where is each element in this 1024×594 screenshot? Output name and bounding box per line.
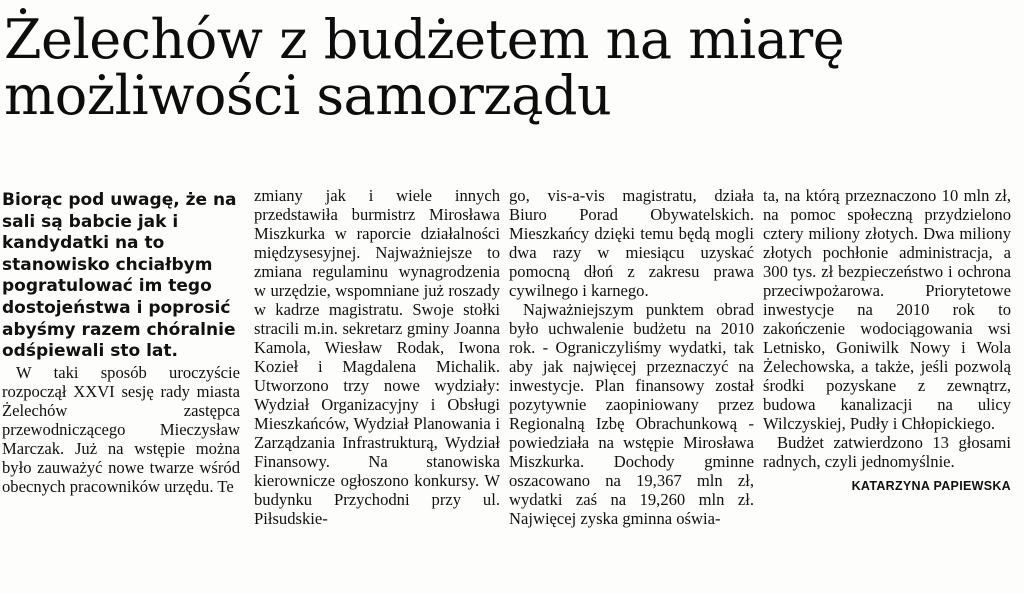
column-1 xyxy=(2,190,240,496)
body-paragraph-1-cont: zmiany jak i wiele innych przedstawiła burmistrz Mirosława Miszkurka w raporcie działalności międzysesyjnej. Najważniejsze to zmiana regulaminu wynagrodzenia w urzędzie, wspomniane już roszady w kadrze magistratu. Swoje stołki stracili m.in. sekretarz gminy Joanna Kamola, Wiesław Rodak, Iwona Kozieł i Magdalena Michalik. Utworzono trzy nowe wydziały: Wydział Organizacyjny i Obsługi Mieszkańców, Wydział Planowania i Zarządzania Infrastrukturą, Wydział Finansowy. Na stanowiska kierownicze ogłoszono konkursy. W budynku Przychodni przy ul. Piłsudskie- xyxy=(254,186,500,528)
author-byline: KATARZYNA PAPIEWSKA xyxy=(851,479,1011,493)
column-2 xyxy=(254,186,500,528)
body-paragraph-2-start: Najważniejszym punktem obrad było uchwalenie budżetu na 2010 rok. - Ograniczyliśmy wydatki, tak aby jak najwięcej przeznaczyć na inwestycje. Plan finansowy został pozytywnie zaopiniowany przez Regionalną Izbę Obrachunkową - powiedziała na wstępie Mirosława Miszkurka. Dochody gminne oszacowano na 19,367 mln zł, wydatki zaś na 19,260 mln zł. Najwięcej zyska gminna oświa- xyxy=(509,300,754,528)
body-paragraph-1-start: W taki sposób uroczyście rozpoczął XXVI sesję rady miasta Żelechów zastępca przewodniczącego Mieczysław Marczak. Już na wstępie można było zauważyć nowe twarze wśród obecnych pracowników urzędu. Te xyxy=(2,362,240,496)
body-paragraph-2-end: ta, na którą przeznaczono 10 mln zł, na pomoc społeczną przydzielono cztery miliony złotych. Dwa miliony złotych pochłonie administracja, a 300 tys. zł bezpieczeństwo i ochrona przeciwpożarowa. Priorytetowe inwestycje na 2010 rok to zakończenie wodociągowania wsi Letnisko, Goniwilk Nowy i Wola Żelechowska, a także, jeśli pozwolą środki pozyskane z zewnątrz, budowa kanalizacji na ulicy Wilczyskiej, Pudły i Chłopickiego. xyxy=(763,186,1011,433)
headline: Żelechów z budżetem na miarę możliwości samorządu xyxy=(4,8,845,127)
body-paragraph-3: Budżet zatwierdzono 13 głosami radnych, czyli jednomyślnie. xyxy=(763,433,1011,471)
column-3 xyxy=(509,186,754,528)
body-paragraph-1-end: go, vis-a-vis magistratu, działa Biuro Porad Obywatelskich. Mieszkańcy dzięki temu będą mogli dwa razy w miesiącu uzyskać pomocną dłoń z zakresu prawa cywilnego i karnego. xyxy=(509,186,754,300)
lead-paragraph: Biorąc pod uwagę, że na sali są babcie jak i kandydatki na to stanowisko chciałbym pogratulować im tego dostojeństwa i poprosić abyśmy razem chóralnie odśpiewali sto lat. xyxy=(2,190,237,362)
column-4 xyxy=(763,186,1011,496)
